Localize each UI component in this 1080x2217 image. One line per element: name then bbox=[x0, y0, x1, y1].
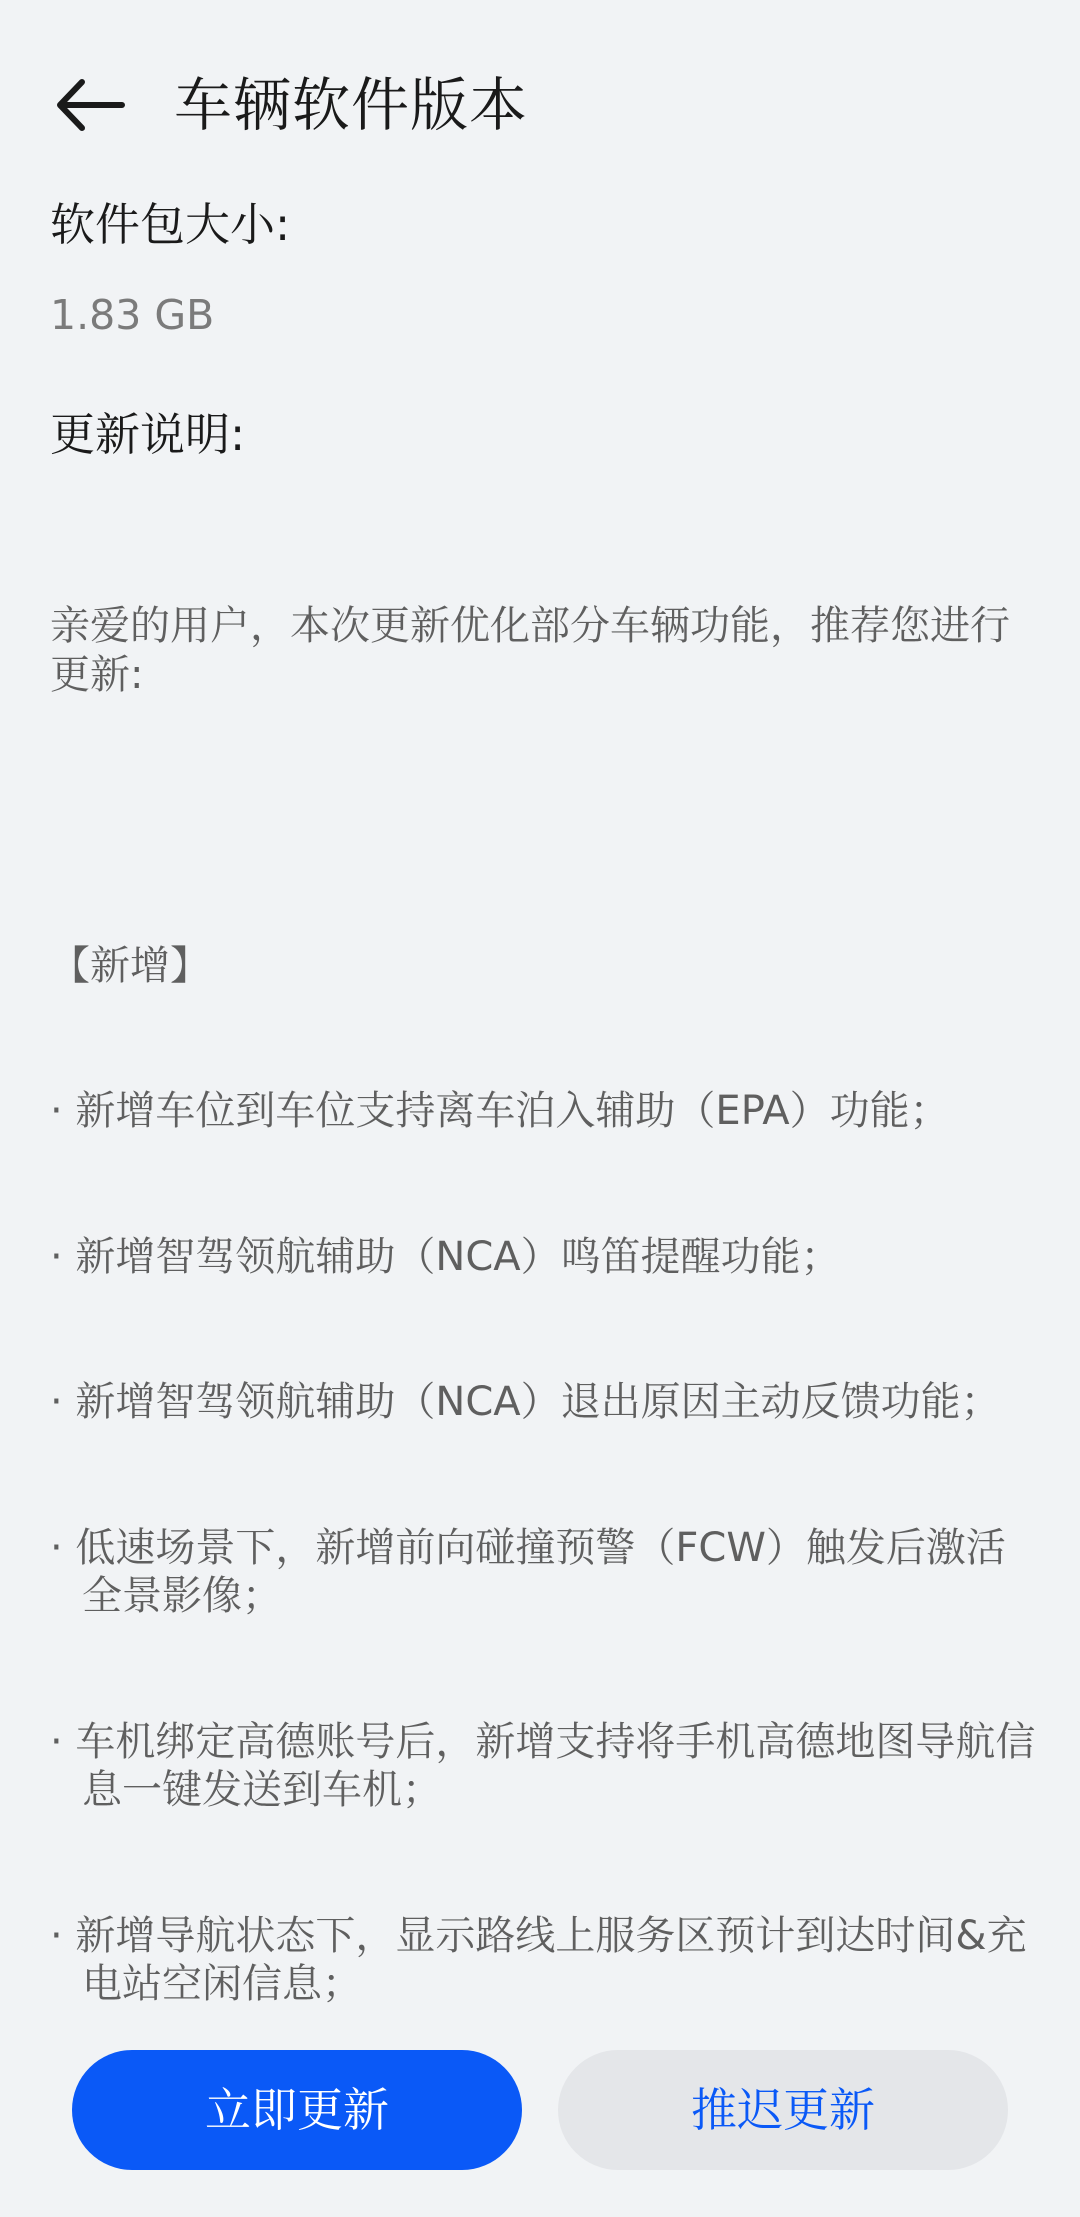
list-item: · 低速场景下，新增前向碰撞预警（FCW）触发后激活全景影像； bbox=[50, 1524, 1006, 1619]
page-title: 车辆软件版本 bbox=[174, 71, 529, 139]
update-now-button[interactable]: 立即更新 bbox=[72, 2050, 522, 2170]
package-size-value: 1.83 GB bbox=[50, 291, 215, 339]
postpone-update-button[interactable]: 推迟更新 bbox=[558, 2050, 1008, 2170]
back-arrow-icon bbox=[50, 70, 130, 140]
list-item: · 新增车位到车位支持离车泊入辅助（EPA）功能； bbox=[50, 1088, 950, 1134]
list-item: · 车机绑定高德账号后，新增支持将手机高德地图导航信息一键发送到车机； bbox=[50, 1718, 1036, 1813]
back-button[interactable] bbox=[50, 70, 130, 140]
new-section-title: 【新增】 bbox=[50, 942, 210, 989]
list-item: · 新增导航状态下，显示路线上服务区预计到达时间&充电站空闲信息； bbox=[50, 1912, 1027, 2007]
package-size-label: 软件包大小: bbox=[50, 198, 291, 251]
update-notes-body bbox=[50, 505, 1040, 2010]
spacer bbox=[50, 796, 1040, 845]
list-item: · 新增智驾领航辅助（NCA）退出原因主动反馈功能； bbox=[50, 1379, 1001, 1425]
action-bar bbox=[0, 2050, 1080, 2170]
update-details[interactable] bbox=[50, 195, 1040, 2010]
header bbox=[0, 0, 1080, 215]
list-item: · 新增智驾领航辅助（NCA）鸣笛提醒功能； bbox=[50, 1233, 841, 1280]
update-notes-label: 更新说明: bbox=[50, 408, 246, 461]
notes-intro: 亲爱的用户，本次更新优化部分车辆功能，推荐您进行更新: bbox=[50, 603, 1010, 698]
